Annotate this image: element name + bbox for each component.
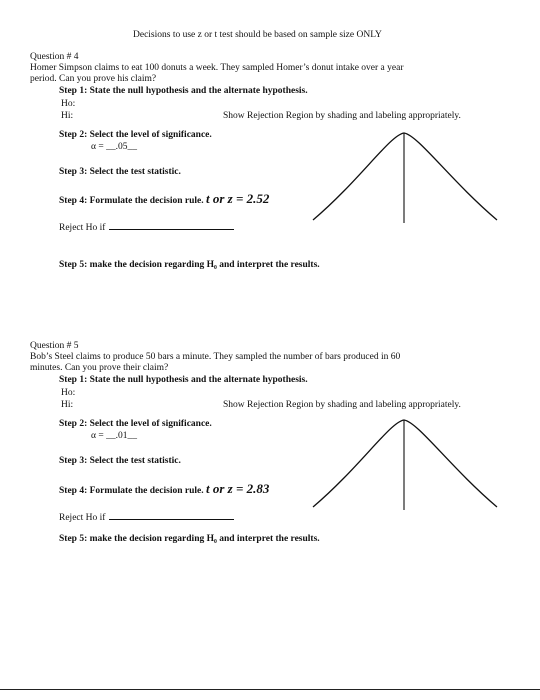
question-4-test-statistic: t or z = 2.52 [205, 191, 270, 206]
question-5-region-instruction: Show Rejection Region by shading and labeling appropriately. [223, 400, 461, 410]
question-4-alpha: α = __.05__ [91, 142, 137, 152]
question-5-alpha: α = __.01__ [91, 431, 137, 441]
question-5-prompt-line1: Bob’s Steel claims to produce 50 bars a minute. They sampled the number of bars produced in 60 [30, 352, 401, 362]
bottom-divider [0, 689, 540, 690]
question-4-curve-path [313, 133, 497, 220]
page-title: Decisions to use z or t test should be based on sample size ONLY [133, 30, 382, 40]
question-5-reject-label: Reject Ho if [59, 513, 106, 523]
question-5-step4: Step 4: Formulate the decision rule. [59, 486, 204, 496]
question-5-reject-blank[interactable] [109, 510, 234, 520]
question-4-region-instruction: Show Rejection Region by shading and labeling appropriately. [223, 111, 461, 121]
question-4-prompt-line2: period. Can you prove his claim? [30, 74, 157, 84]
question-5-step2: Step 2: Select the level of significance. [59, 419, 212, 429]
question-4-reject-row [59, 220, 234, 233]
question-4-heading: Question # 4 [30, 52, 79, 62]
question-4-step3: Step 3: Select the test statistic. [59, 167, 181, 177]
question-5-distribution-curve[interactable] [305, 412, 505, 512]
question-5-ho-label: Ho: [61, 388, 76, 398]
question-4-step2: Step 2: Select the level of significance. [59, 130, 212, 140]
question-5-step5: Step 5: make the decision regarding H₀ and interpret the results. [59, 534, 320, 544]
question-5-test-statistic: t or z = 2.83 [205, 481, 270, 496]
question-4-step4-row [59, 191, 269, 207]
question-4-reject-label: Reject Ho if [59, 223, 106, 233]
question-4-step4: Step 4: Formulate the decision rule. [59, 196, 204, 206]
question-4-ho-label: Ho: [61, 99, 76, 109]
question-5-reject-row [59, 510, 234, 523]
question-4-distribution-curve[interactable] [305, 125, 505, 225]
question-5-step3: Step 3: Select the test statistic. [59, 456, 181, 466]
question-4-hi-label: Hi: [61, 111, 74, 121]
question-4-reject-blank[interactable] [109, 220, 234, 230]
question-5-step1: Step 1: State the null hypothesis and the alternate hypothesis. [59, 375, 308, 385]
question-5-heading: Question # 5 [30, 341, 79, 351]
question-4-step5: Step 5: make the decision regarding H₀ and interpret the results. [59, 260, 320, 270]
question-4-prompt-line1: Homer Simpson claims to eat 100 donuts a week. They sampled Homer’s donut intake over a year [30, 63, 404, 73]
question-5-step4-row [59, 481, 269, 497]
question-5-curve-path [313, 420, 497, 507]
question-5-hi-label: Hi: [61, 400, 74, 410]
question-4-step1: Step 1: State the null hypothesis and the alternate hypothesis. [59, 86, 308, 96]
question-5-prompt-line2: minutes. Can you prove their claim? [30, 363, 169, 373]
